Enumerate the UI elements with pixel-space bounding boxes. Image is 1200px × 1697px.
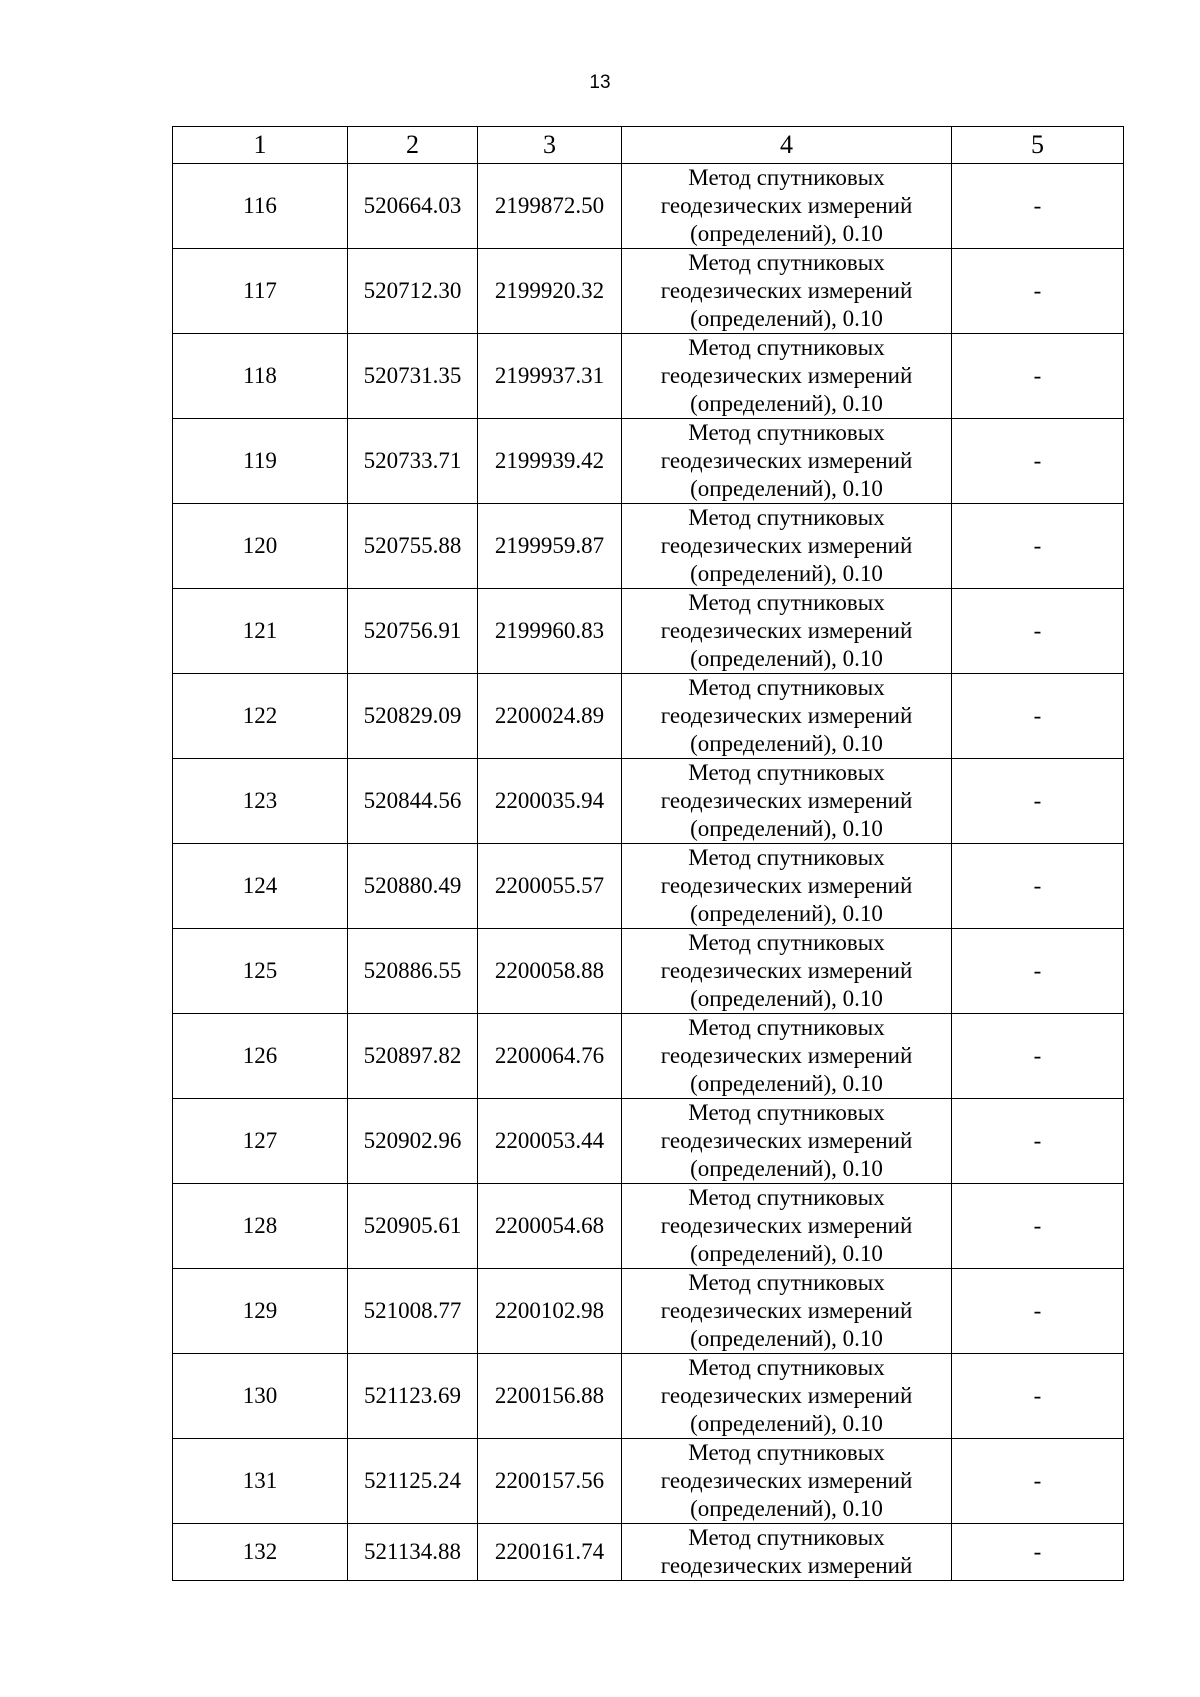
table-row (173, 1014, 1124, 1099)
method-cell (622, 844, 952, 929)
table-header-row (173, 127, 1124, 164)
y-coordinate-cell: 2200035.94 (478, 759, 622, 844)
method-text-wrap (622, 589, 951, 673)
y-coordinate-cell: 2200161.74 (478, 1524, 622, 1581)
x-coordinate-cell: 520731.35 (348, 334, 478, 419)
x-coordinate-cell: 520664.03 (348, 164, 478, 249)
method-text-wrap (622, 504, 951, 588)
table-row (173, 674, 1124, 759)
method-text: Метод спутниковых геодезических измерений (определений), 0.10 (660, 845, 913, 926)
point-number-cell: 130 (173, 1354, 348, 1439)
method-text: Метод спутниковых геодезических измерений (определений), 0.10 (660, 420, 913, 501)
method-text: Метод спутниковых геодезических измерений (определений), 0.10 (660, 335, 913, 416)
y-coordinate-cell: 2200064.76 (478, 1014, 622, 1099)
method-cell (622, 929, 952, 1014)
method-text-wrap (622, 1269, 951, 1353)
y-coordinate-cell: 2199960.83 (478, 589, 622, 674)
method-text-wrap (622, 1014, 951, 1098)
method-text-wrap (622, 759, 951, 843)
column-header-3: 3 (478, 127, 622, 164)
note-cell: - (952, 1439, 1124, 1524)
method-text: Метод спутниковых геодезических измерений (определений), 0.10 (660, 505, 913, 586)
method-text-wrap (622, 1099, 951, 1183)
table-row (173, 419, 1124, 504)
x-coordinate-cell: 521008.77 (348, 1269, 478, 1354)
table-row (173, 1099, 1124, 1184)
column-header-1: 1 (173, 127, 348, 164)
method-text-wrap (622, 929, 951, 1013)
y-coordinate-cell: 2199939.42 (478, 419, 622, 504)
y-coordinate-cell: 2199872.50 (478, 164, 622, 249)
point-number-cell: 127 (173, 1099, 348, 1184)
table-row (173, 844, 1124, 929)
note-cell: - (952, 1014, 1124, 1099)
point-number-cell: 117 (173, 249, 348, 334)
method-cell (622, 1099, 952, 1184)
y-coordinate-cell: 2200024.89 (478, 674, 622, 759)
method-text: Метод спутниковых геодезических измерений (определений), 0.10 (660, 1015, 913, 1096)
x-coordinate-cell: 520897.82 (348, 1014, 478, 1099)
method-cell (622, 1524, 952, 1581)
x-coordinate-cell: 520844.56 (348, 759, 478, 844)
method-cell (622, 504, 952, 589)
x-coordinate-cell: 521123.69 (348, 1354, 478, 1439)
point-number-cell: 119 (173, 419, 348, 504)
method-cell (622, 334, 952, 419)
method-text: Метод спутниковых геодезических измерений (определений), 0.10 (660, 760, 913, 841)
note-cell: - (952, 1524, 1124, 1581)
method-text-wrap (622, 164, 951, 248)
method-cell (622, 589, 952, 674)
method-text: Метод спутниковых геодезических измерений (определений), 0.10 (660, 930, 913, 1011)
point-number-cell: 122 (173, 674, 348, 759)
method-text-wrap (622, 334, 951, 418)
table-row (173, 759, 1124, 844)
x-coordinate-cell: 520880.49 (348, 844, 478, 929)
method-text-wrap (622, 1524, 951, 1580)
x-coordinate-cell: 520886.55 (348, 929, 478, 1014)
x-coordinate-cell: 520829.09 (348, 674, 478, 759)
method-cell (622, 1354, 952, 1439)
note-cell: - (952, 419, 1124, 504)
coordinates-table (172, 126, 1124, 1581)
table-row (173, 164, 1124, 249)
x-coordinate-cell: 521125.24 (348, 1439, 478, 1524)
x-coordinate-cell: 520756.91 (348, 589, 478, 674)
point-number-cell: 118 (173, 334, 348, 419)
table-row (173, 504, 1124, 589)
method-cell (622, 419, 952, 504)
point-number-cell: 116 (173, 164, 348, 249)
method-cell (622, 759, 952, 844)
method-text: Метод спутниковых геодезических измерений (определений), 0.10 (660, 1270, 913, 1351)
table-body (173, 127, 1124, 1581)
table-row (173, 1439, 1124, 1524)
note-cell: - (952, 844, 1124, 929)
point-number-cell: 126 (173, 1014, 348, 1099)
note-cell: - (952, 1184, 1124, 1269)
method-text-wrap (622, 1184, 951, 1268)
note-cell: - (952, 1099, 1124, 1184)
point-number-cell: 132 (173, 1524, 348, 1581)
table-row (173, 1269, 1124, 1354)
method-cell (622, 1439, 952, 1524)
note-cell: - (952, 504, 1124, 589)
column-header-2: 2 (348, 127, 478, 164)
note-cell: - (952, 674, 1124, 759)
method-text: Метод спутниковых геодезических измерений (определений), 0.10 (660, 1440, 913, 1521)
point-number-cell: 125 (173, 929, 348, 1014)
y-coordinate-cell: 2200054.68 (478, 1184, 622, 1269)
method-text: Метод спутниковых геодезических измерений (определений), 0.10 (660, 250, 913, 331)
y-coordinate-cell: 2200053.44 (478, 1099, 622, 1184)
note-cell: - (952, 589, 1124, 674)
y-coordinate-cell: 2199937.31 (478, 334, 622, 419)
note-cell: - (952, 759, 1124, 844)
method-text: Метод спутниковых геодезических измерений (определений), 0.10 (660, 590, 913, 671)
method-text: Метод спутниковых геодезических измерений (определений), 0.10 (660, 1185, 913, 1266)
method-cell (622, 249, 952, 334)
method-text: Метод спутниковых геодезических измерений (определений), 0.10 (660, 675, 913, 756)
table-row (173, 1524, 1124, 1581)
method-text-wrap (622, 419, 951, 503)
y-coordinate-cell: 2200058.88 (478, 929, 622, 1014)
point-number-cell: 131 (173, 1439, 348, 1524)
table-row (173, 1184, 1124, 1269)
x-coordinate-cell: 520905.61 (348, 1184, 478, 1269)
method-text-wrap (622, 1439, 951, 1523)
note-cell: - (952, 334, 1124, 419)
x-coordinate-cell: 520755.88 (348, 504, 478, 589)
note-cell: - (952, 1354, 1124, 1439)
method-cell (622, 164, 952, 249)
y-coordinate-cell: 2200157.56 (478, 1439, 622, 1524)
table-row (173, 1354, 1124, 1439)
table-row (173, 334, 1124, 419)
method-cell (622, 1014, 952, 1099)
x-coordinate-cell: 520733.71 (348, 419, 478, 504)
method-cell (622, 674, 952, 759)
method-cell (622, 1269, 952, 1354)
point-number-cell: 124 (173, 844, 348, 929)
note-cell: - (952, 164, 1124, 249)
column-header-5: 5 (952, 127, 1124, 164)
y-coordinate-cell: 2200156.88 (478, 1354, 622, 1439)
method-text: Метод спутниковых геодезических измерений (определений), 0.10 (660, 1100, 913, 1181)
y-coordinate-cell: 2200055.57 (478, 844, 622, 929)
column-header-4: 4 (622, 127, 952, 164)
point-number-cell: 121 (173, 589, 348, 674)
method-text-wrap (622, 1354, 951, 1438)
table-row (173, 589, 1124, 674)
y-coordinate-cell: 2200102.98 (478, 1269, 622, 1354)
method-text: Метод спутниковых геодезических измерений (660, 1525, 913, 1578)
method-cell (622, 1184, 952, 1269)
method-text: Метод спутниковых геодезических измерений (определений), 0.10 (660, 1355, 913, 1436)
table-row (173, 929, 1124, 1014)
method-text-wrap (622, 249, 951, 333)
table-row (173, 249, 1124, 334)
page-number: 13 (589, 72, 611, 93)
point-number-cell: 128 (173, 1184, 348, 1269)
point-number-cell: 123 (173, 759, 348, 844)
y-coordinate-cell: 2199959.87 (478, 504, 622, 589)
note-cell: - (952, 929, 1124, 1014)
point-number-cell: 120 (173, 504, 348, 589)
method-text-wrap (622, 674, 951, 758)
note-cell: - (952, 1269, 1124, 1354)
note-cell: - (952, 249, 1124, 334)
x-coordinate-cell: 521134.88 (348, 1524, 478, 1581)
method-text: Метод спутниковых геодезических измерений (определений), 0.10 (660, 165, 913, 246)
method-text-wrap (622, 844, 951, 928)
point-number-cell: 129 (173, 1269, 348, 1354)
y-coordinate-cell: 2199920.32 (478, 249, 622, 334)
x-coordinate-cell: 520712.30 (348, 249, 478, 334)
x-coordinate-cell: 520902.96 (348, 1099, 478, 1184)
